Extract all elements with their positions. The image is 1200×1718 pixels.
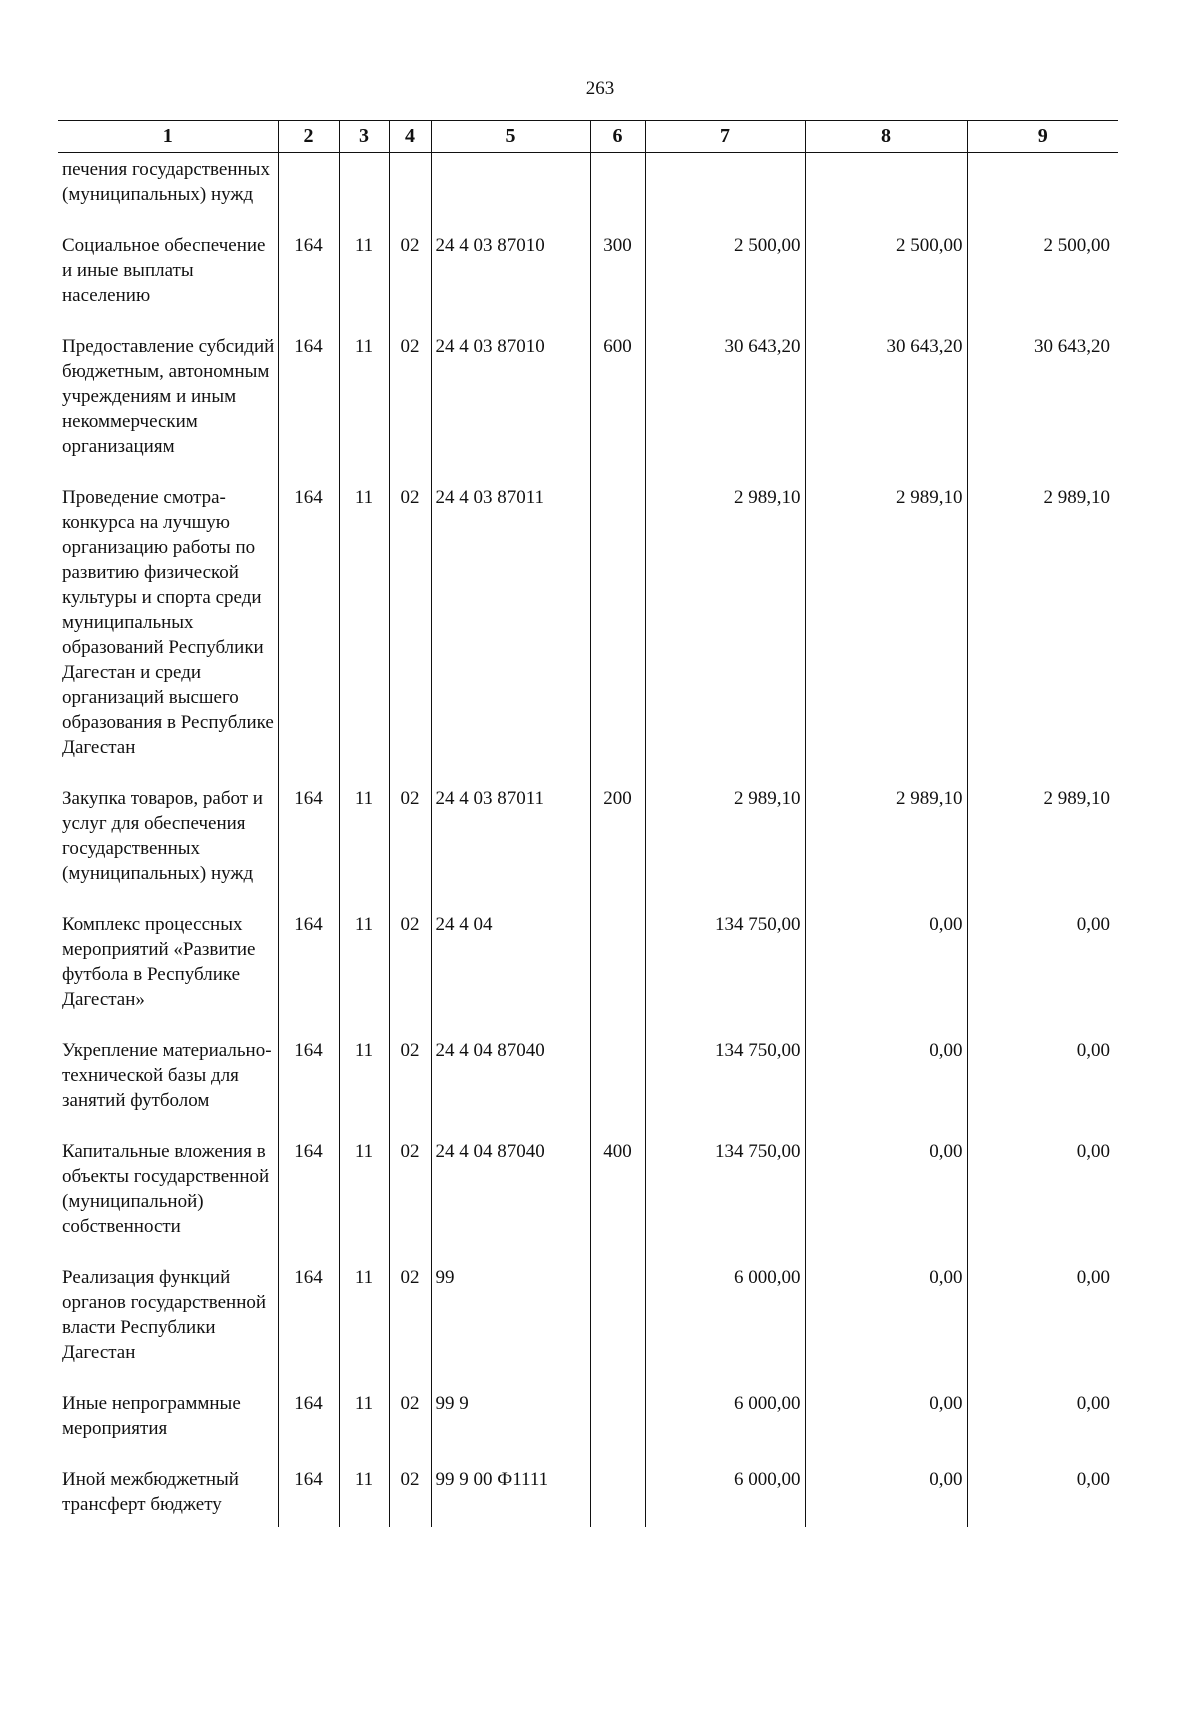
target-article-code: 24 4 03 87010	[431, 334, 590, 485]
table-row	[58, 485, 1118, 786]
amount-col9: 2 500,00	[967, 233, 1118, 334]
section-code: 11	[339, 1265, 389, 1391]
subsection-code	[389, 153, 431, 234]
column-header-7: 7	[645, 121, 805, 153]
section-code: 11	[339, 1139, 389, 1265]
subsection-code: 02	[389, 1265, 431, 1391]
table-row	[58, 153, 1118, 234]
amount-col7	[645, 153, 805, 234]
amount-col9: 0,00	[967, 1139, 1118, 1265]
expense-type-code: 200	[590, 786, 645, 912]
subsection-code: 02	[389, 1391, 431, 1467]
section-code: 11	[339, 334, 389, 485]
column-header-6: 6	[590, 121, 645, 153]
amount-col7: 134 750,00	[645, 1139, 805, 1265]
amount-col8: 0,00	[805, 1391, 967, 1467]
amount-col8: 2 989,10	[805, 786, 967, 912]
subsection-code: 02	[389, 485, 431, 786]
target-article-code: 24 4 03 87011	[431, 485, 590, 786]
expense-type-code: 400	[590, 1139, 645, 1265]
amount-col8: 2 500,00	[805, 233, 967, 334]
column-header-5: 5	[431, 121, 590, 153]
amount-col7: 6 000,00	[645, 1467, 805, 1527]
item-name: Реализация функций органов государственной власти Республики Дагестан	[62, 1267, 267, 1363]
item-name: печения государственных (муниципальных) нужд	[62, 159, 270, 205]
expense-type-code	[590, 912, 645, 1038]
amount-col8: 2 989,10	[805, 485, 967, 786]
budget-table-container	[58, 120, 1118, 1527]
section-code: 11	[339, 233, 389, 334]
target-article-code: 99 9 00 Ф1111	[431, 1467, 590, 1527]
subsection-code: 02	[389, 1467, 431, 1527]
subsection-code: 02	[389, 1038, 431, 1139]
amount-col7: 134 750,00	[645, 912, 805, 1038]
expense-type-code	[590, 1038, 645, 1139]
amount-col7: 2 989,10	[645, 786, 805, 912]
item-name: Проведение смотра-конкурса на лучшую организацию работы по развитию физической культуры и спорта среди муниципальных образований Республики Дагестан и среди организаций высшего образования в Республике Дагестан	[62, 487, 274, 758]
expense-type-code	[590, 1265, 645, 1391]
ministry-code: 164	[278, 786, 339, 912]
target-article-code: 24 4 03 87011	[431, 786, 590, 912]
column-header-8: 8	[805, 121, 967, 153]
ministry-code: 164	[278, 485, 339, 786]
table-row	[58, 1391, 1118, 1467]
amount-col8: 0,00	[805, 1139, 967, 1265]
section-code	[339, 153, 389, 234]
amount-col9: 0,00	[967, 1467, 1118, 1527]
table-row	[58, 912, 1118, 1038]
section-code: 11	[339, 485, 389, 786]
ministry-code: 164	[278, 1038, 339, 1139]
subsection-code: 02	[389, 233, 431, 334]
item-name: Предоставление субсидий бюджетным, автономным учреждениям и иным некоммерческим организациям	[62, 336, 275, 457]
amount-col9: 2 989,10	[967, 786, 1118, 912]
expense-type-code: 300	[590, 233, 645, 334]
expense-type-code	[590, 485, 645, 786]
column-header-3: 3	[339, 121, 389, 153]
amount-col9: 0,00	[967, 1265, 1118, 1391]
target-article-code: 99	[431, 1265, 590, 1391]
table-row	[58, 1265, 1118, 1391]
table-row	[58, 1038, 1118, 1139]
amount-col8	[805, 153, 967, 234]
budget-table	[58, 120, 1118, 1527]
amount-col7: 6 000,00	[645, 1391, 805, 1467]
ministry-code: 164	[278, 912, 339, 1038]
item-name: Иной межбюджетный трансферт бюджету	[62, 1469, 239, 1515]
amount-col8: 0,00	[805, 1467, 967, 1527]
expense-type-code	[590, 1467, 645, 1527]
item-name: Иные непрограммные мероприятия	[62, 1393, 241, 1439]
section-code: 11	[339, 912, 389, 1038]
ministry-code: 164	[278, 1265, 339, 1391]
target-article-code: 24 4 04 87040	[431, 1038, 590, 1139]
subsection-code: 02	[389, 786, 431, 912]
column-header-9: 9	[967, 121, 1118, 153]
target-article-code: 24 4 03 87010	[431, 233, 590, 334]
target-article-code	[431, 153, 590, 234]
expense-type-code	[590, 1391, 645, 1467]
amount-col7: 134 750,00	[645, 1038, 805, 1139]
section-code: 11	[339, 1038, 389, 1139]
item-name: Комплекс процессных мероприятий «Развитие футбола в Республике Дагестан»	[62, 914, 256, 1010]
target-article-code: 99 9	[431, 1391, 590, 1467]
amount-col8: 30 643,20	[805, 334, 967, 485]
subsection-code: 02	[389, 1139, 431, 1265]
amount-col9: 2 989,10	[967, 485, 1118, 786]
item-name: Социальное обеспечение и иные выплаты населению	[62, 235, 266, 306]
expense-type-code: 600	[590, 334, 645, 485]
table-row	[58, 1139, 1118, 1265]
subsection-code: 02	[389, 912, 431, 1038]
item-name: Капитальные вложения в объекты государственной (муниципальной) собственности	[62, 1141, 270, 1237]
table-row	[58, 1467, 1118, 1527]
column-header-1: 1	[58, 121, 278, 153]
amount-col8: 0,00	[805, 912, 967, 1038]
table-row	[58, 334, 1118, 485]
item-name: Закупка товаров, работ и услуг для обеспечения государственных (муниципальных) нужд	[62, 788, 263, 884]
section-code: 11	[339, 786, 389, 912]
page-number: 263	[585, 78, 615, 99]
amount-col7: 6 000,00	[645, 1265, 805, 1391]
amount-col9: 0,00	[967, 912, 1118, 1038]
amount-col9: 0,00	[967, 1038, 1118, 1139]
ministry-code: 164	[278, 1139, 339, 1265]
table-body	[58, 153, 1118, 1528]
amount-col9	[967, 153, 1118, 234]
amount-col7: 2 500,00	[645, 233, 805, 334]
target-article-code: 24 4 04	[431, 912, 590, 1038]
amount-col8: 0,00	[805, 1265, 967, 1391]
amount-col7: 30 643,20	[645, 334, 805, 485]
table-row	[58, 233, 1118, 334]
section-code: 11	[339, 1391, 389, 1467]
ministry-code: 164	[278, 233, 339, 334]
table-header-row	[58, 121, 1118, 153]
amount-col9: 0,00	[967, 1391, 1118, 1467]
amount-col9: 30 643,20	[967, 334, 1118, 485]
ministry-code: 164	[278, 1391, 339, 1467]
table-row	[58, 786, 1118, 912]
ministry-code: 164	[278, 1467, 339, 1527]
amount-col7: 2 989,10	[645, 485, 805, 786]
section-code: 11	[339, 1467, 389, 1527]
subsection-code: 02	[389, 334, 431, 485]
column-header-2: 2	[278, 121, 339, 153]
column-header-4: 4	[389, 121, 431, 153]
expense-type-code	[590, 153, 645, 234]
amount-col8: 0,00	[805, 1038, 967, 1139]
ministry-code: 164	[278, 334, 339, 485]
target-article-code: 24 4 04 87040	[431, 1139, 590, 1265]
item-name: Укрепление материально-технической базы для занятий футболом	[62, 1040, 272, 1111]
ministry-code	[278, 153, 339, 234]
